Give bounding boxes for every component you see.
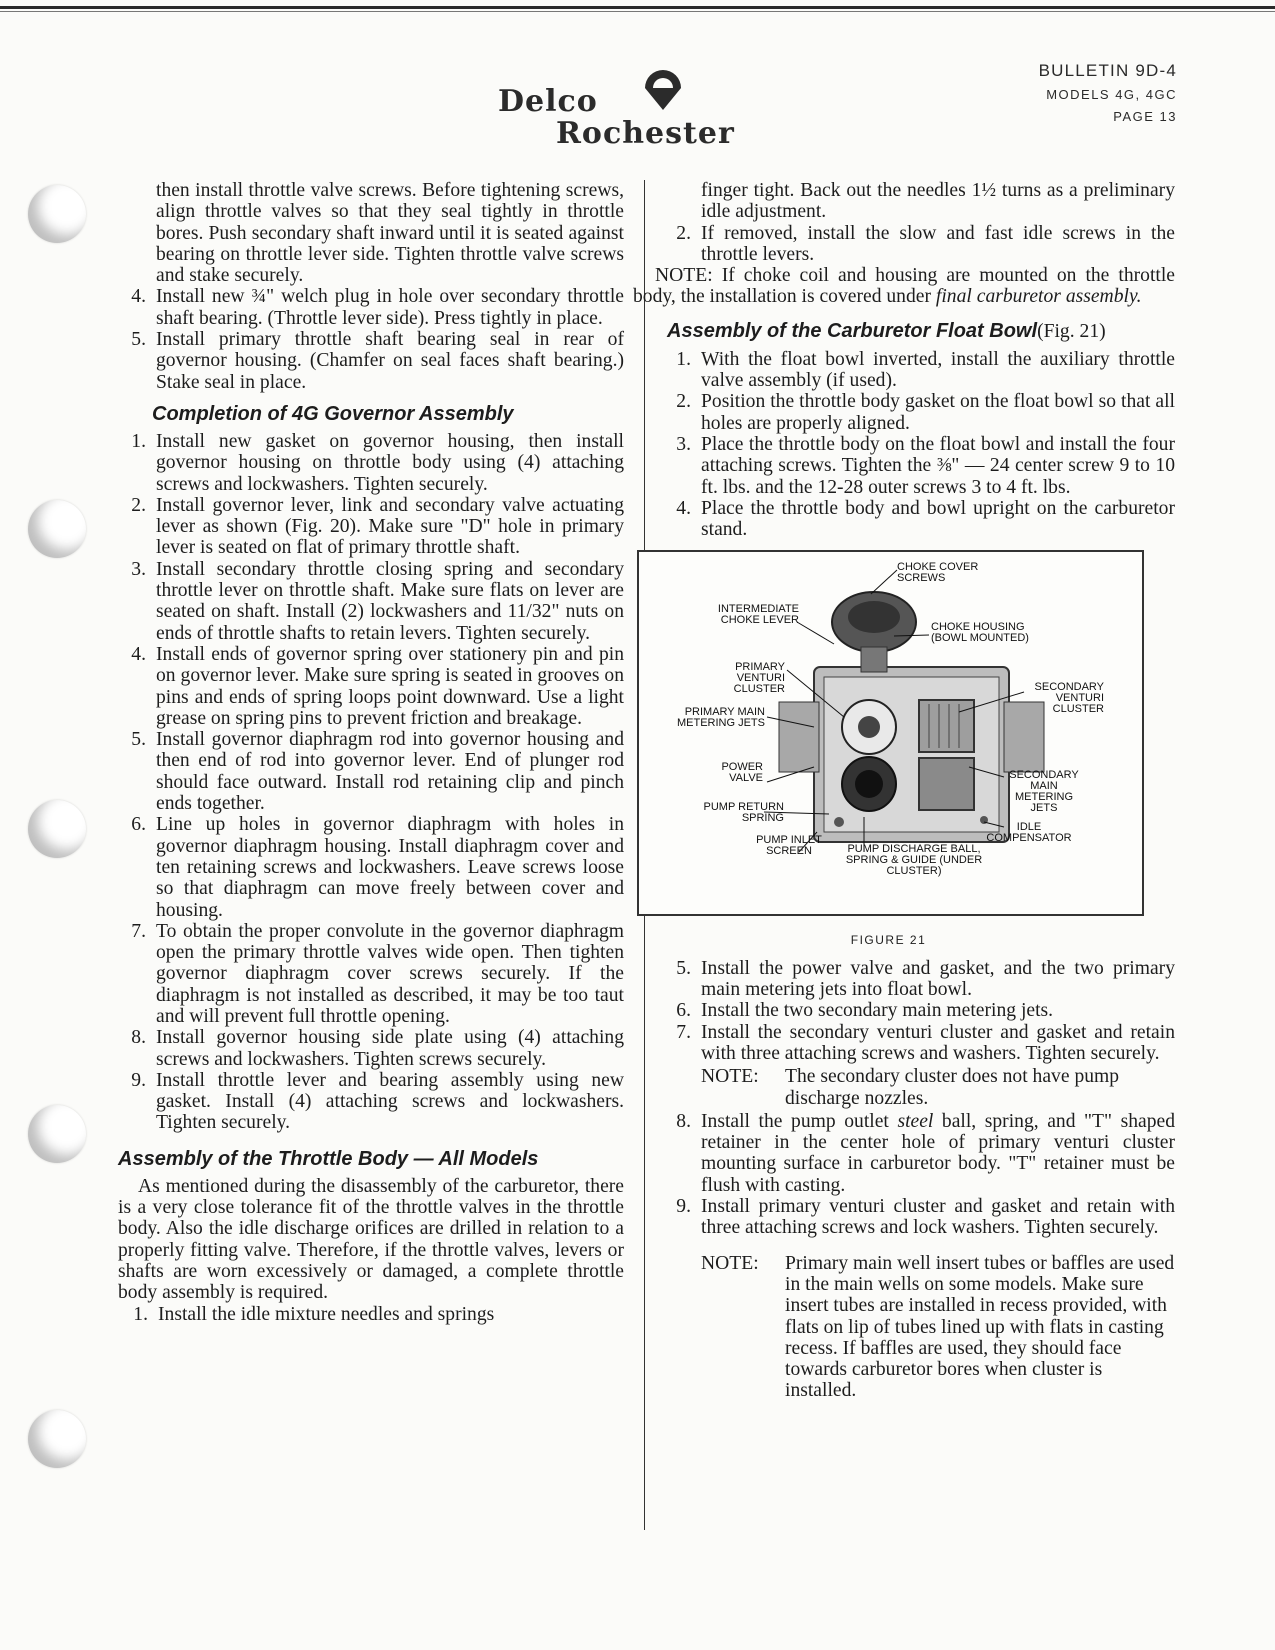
list-item: 7. To obtain the proper convolute in the governor diaphragm open the primary throttle valves wide open. Then tighten governor diaphragm cover screws securely. If the diaphragm is not installed as described, it may be too taut and will prevent full throttle opening. <box>131 920 624 1027</box>
list-item: 5. Install primary throttle shaft bearing seal in rear of governor housing. (Chamfer on seal faces shaft bearing.) Stake seal in place. <box>131 329 624 393</box>
heading-float-bowl: Assembly of the Carburetor Float Bowl(Fig. 21) <box>667 319 1106 342</box>
binder-hole <box>28 1105 86 1163</box>
binder-hole <box>28 800 86 858</box>
callout-choke-housing: CHOKE HOUSING (BOWL MOUNTED) <box>931 621 1029 645</box>
list-item: 2. Position the throttle body gasket on the float bowl so that all holes are properly aligned. <box>676 391 1175 434</box>
list-item: 7. Install the secondary venturi cluster and gasket and retain with three attaching screws and washers. Tighten securely. <box>676 1021 1175 1064</box>
continued-text: finger tight. Back out the needles 1½ turns as a preliminary idle adjustment. <box>701 180 1175 223</box>
note-choke: NOTE: If choke coil and housing are mounted on the throttle body, the installation is covered under final carburetor assembly. <box>633 265 1175 308</box>
heading-throttle-body: Assembly of the Throttle Body — All Models <box>118 1147 539 1170</box>
callout-choke-cover-screws: CHOKE COVER SCREWS <box>897 561 979 585</box>
list-item: 5. Install governor diaphragm rod into governor housing and then end of rod into governor lever. End of plunger rod should face outward. Install rod retaining clip and pinch ends together. <box>131 729 624 815</box>
list-item: 8. Install governor housing side plate using (4) attaching screws and lockwashers. Tighten screws securely. <box>131 1027 624 1070</box>
delco-rochester-logo <box>490 62 810 152</box>
binder-hole <box>28 1410 86 1468</box>
logo-mark-icon <box>635 62 691 112</box>
list-item: 1. Install new gasket on governor housing, then install governor housing on throttle body using (4) attaching screws and lockwashers. Tighten securely. <box>131 430 624 495</box>
callout-pump-discharge: PUMP DISCHARGE BALL, SPRING & GUIDE (UNDER CLUSTER) <box>845 843 983 878</box>
models: MODELS 4G, 4GC <box>1046 87 1177 102</box>
callout-power-valve: POWER VALVE <box>721 761 763 785</box>
brand-delco: Delco <box>498 84 598 119</box>
page-number: PAGE 13 <box>1113 109 1177 124</box>
list-item: 3. Place the throttle body on the float bowl and install the four attaching screws. Tighten the ⅜" — 24 center screw 9 to 10 ft. lbs. and the 12-28 outer screws 3 to 4 ft. lbs. <box>676 433 1175 498</box>
list-item: 6. Line up holes in governor diaphragm with holes in governor diaphragm housing. Install diaphragm cover and ten retaining screws and lockwashers. Leave screws loose so that diaphragm can move freely between cover and housing. <box>131 814 624 921</box>
list-item: 4. Install new ¾" welch plug in hole over secondary throttle shaft bearing. (Throttle lever side). Press tightly in place. <box>131 286 624 329</box>
top-rule-thin <box>0 11 1275 12</box>
list-item: 2. If removed, install the slow and fast idle screws in the throttle levers. <box>676 222 1175 265</box>
intro-continued: then install throttle valve screws. Before tightening screws, align throttle valves so that they seal tightly in throttle bores. Push secondary shaft inward until it is seated against bearing on throttle lever side. Tighten throttle valve screws and stake securely. <box>156 180 624 287</box>
callout-pump-return-spring: PUMP RETURN SPRING <box>703 801 784 825</box>
heading-governor: Completion of 4G Governor Assembly <box>152 402 514 425</box>
list-item: 4. Install ends of governor spring over stationery pin and pin on governor lever. Make sure spring is seated in grooves on pins and ends of spring loops point downward. Use a light grease on spring pins to prevent friction and breakage. <box>131 643 624 729</box>
list-item: 6. Install the two secondary main metering jets. <box>676 1000 1054 1022</box>
left-column <box>118 180 624 1325</box>
after-list <box>667 958 1175 1064</box>
list-item: 5. Install the power valve and gasket, and the two primary main metering jets into float bowl. <box>676 957 1175 1001</box>
callout-intermediate-choke-lever: INTERMEDIATE CHOKE LEVER <box>717 603 799 627</box>
list-item: 1. With the float bowl inverted, install the auxiliary throttle valve assembly (if used). <box>676 348 1175 392</box>
list-item: 8. Install the pump outlet steel ball, spring, and "T" shaped retainer in the center hole of primary venturi cluster mounting surface in carburetor body. "T" retainer must be flush with casting. <box>676 1110 1175 1196</box>
list-item: 9. Install primary venturi cluster and gasket and retain with three attaching screws and lock washers. Tighten securely. <box>676 1196 1175 1239</box>
list-item: 2. Install governor lever, link and secondary valve actuating lever as shown (Fig. 20). Make sure "D" hole in primary lever is seated on flat of primary throttle shaft. <box>131 494 624 559</box>
float-list <box>667 349 1175 541</box>
callout-primary-venturi-cluster: PRIMARY VENTURI CLUSTER <box>733 661 785 696</box>
callout-primary-main-metering-jets: PRIMARY MAIN METERING JETS <box>676 706 765 730</box>
brand-rochester: Rochester <box>556 116 735 151</box>
list-item: 1. Install the idle mixture needles and springs <box>133 1303 495 1325</box>
list-item: 3. Install secondary throttle closing spring and secondary throttle lever on throttle shaft. Make sure flats on lever are seated on shaft. Install (2) lockwashers and 11/32" nuts on ends of throttle shafts to retain levers. Tighten securely. <box>131 558 624 644</box>
figure-21 <box>637 550 1144 916</box>
throttle-intro: As mentioned during the disassembly of the carburetor, there is a very close tolerance fit of the throttle valves in the throttle body. Also the idle discharge orifices are drilled in relation to a properly fitting valve. Therefore, if the throttle valves, levers or shafts are worn excessively or damaged, a complete throttle body assembly is required. <box>118 1175 624 1304</box>
callout-idle-compensator: IDLE COMPENSATOR <box>986 821 1072 845</box>
bulletin-info <box>1039 58 1177 128</box>
binder-hole <box>28 500 86 558</box>
right-column <box>633 180 1175 1404</box>
intro-list <box>122 286 624 392</box>
callout-secondary-main-metering-jets: SECONDARY MAIN METERING JETS <box>1009 769 1079 815</box>
figure-caption: FIGURE 21 <box>850 933 927 948</box>
governor-list <box>122 431 624 1134</box>
bulletin-number: BULLETIN 9D-4 <box>1038 61 1177 80</box>
note-insert-tubes: NOTE: Primary main well insert tubes or baffles are used in the main wells on some models. Make sure insert tubes are installed in recess provided, with flats on lip of tubes lined up with flats in casting recess. If baffles are used, they should face towards carburetor bores when cluster is installed. <box>701 1252 1175 1402</box>
list-item: 9. Install throttle lever and bearing assembly using new gasket. Install (4) attaching screws and lockwashers. Tighten securely. <box>131 1069 624 1134</box>
binder-hole <box>28 185 86 243</box>
callout-secondary-venturi-cluster: SECONDARY VENTURI CLUSTER <box>1034 681 1104 716</box>
callout-pump-inlet-screen: PUMP INLET SCREEN <box>756 834 822 858</box>
note-secondary-cluster: NOTE: The secondary cluster does not have pump discharge nozzles. <box>701 1066 1120 1109</box>
list-item: 4. Place the throttle body and bowl upright on the carburetor stand. <box>676 497 1175 541</box>
top-rule <box>0 6 1275 9</box>
